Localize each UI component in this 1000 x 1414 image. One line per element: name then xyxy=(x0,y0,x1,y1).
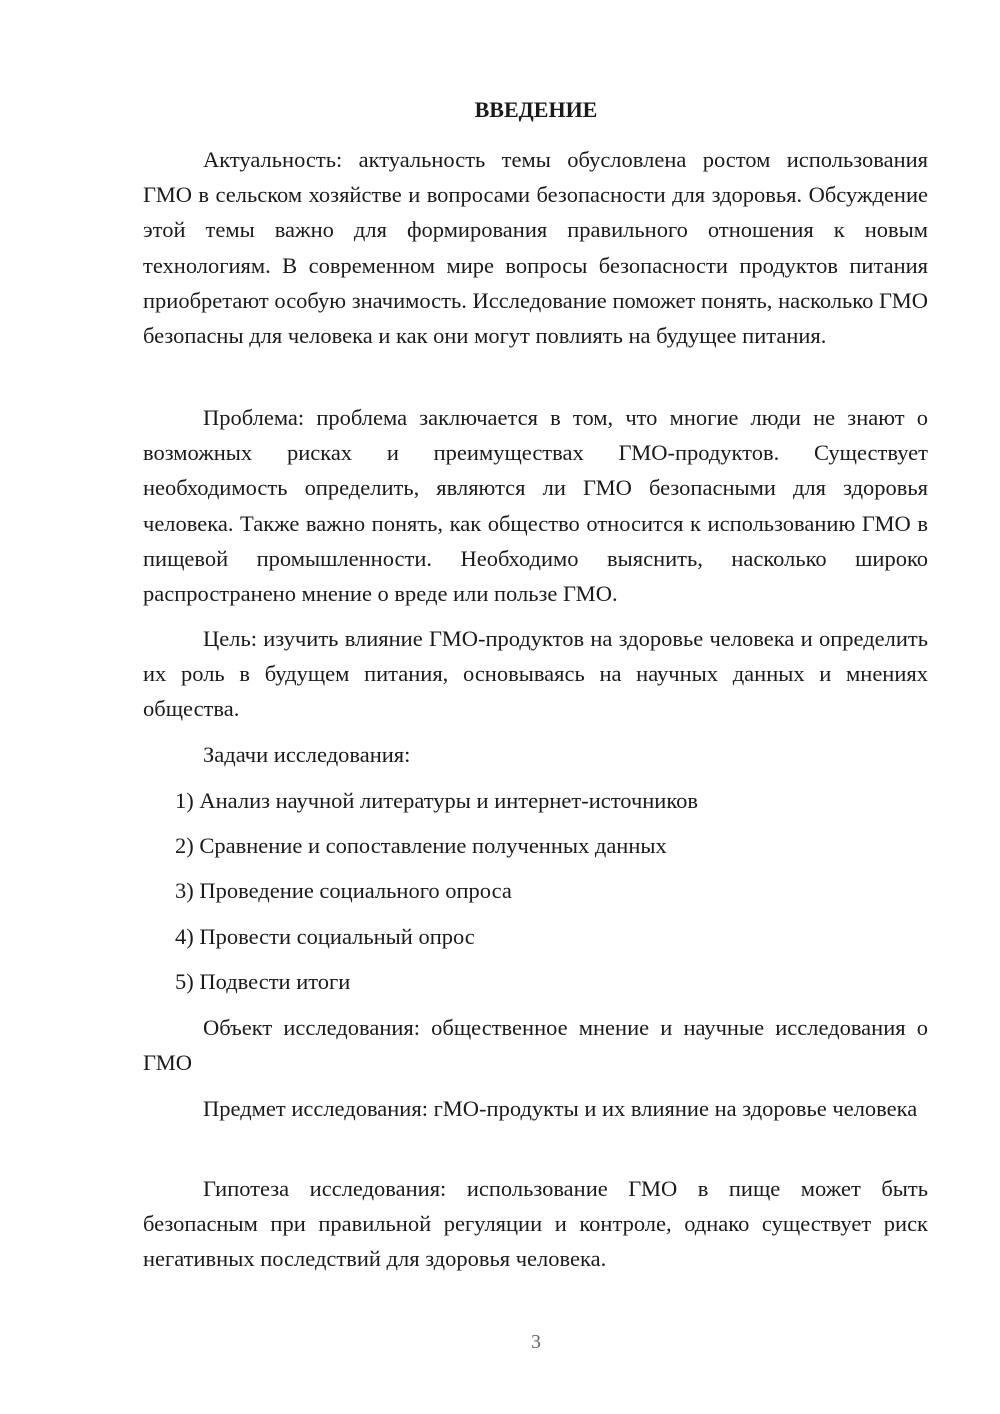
paragraph-problem: Проблема: проблема заключается в том, что многие люди не знают о возможных рисках и преимуществах ГМО-продуктов. Существует необходимость определить, являются ли ГМО безопасными для здоровья человека. Также важно понять, как общество относится к использованию ГМО в пищевой промышленности. Необходимо выяснить, насколько широко распространено мнение о вреде или пользе ГМО. xyxy=(143,405,928,607)
page-title: ВВЕДЕНИЕ xyxy=(474,97,598,122)
paragraph-relevance: Актуальность: актуальность темы обусловлена ростом использования ГМО в сельском хозяйстве и вопросами безопасности для здоровья. Обсуждение этой темы важно для формирования правильного отношения к новым технологиям. В современном мире вопросы безопасности продуктов питания приобретают особую значимость. Исследование поможет понять, насколько ГМО безопасны для человека и как они могут повлиять на будущее питания. xyxy=(143,147,928,349)
paragraph-hypothesis: Гипотеза исследования: использование ГМО в пище может быть безопасным при правильной регуляции и контроле, однако существует риск негативных последствий для здоровья человека. xyxy=(143,1176,928,1272)
paragraph-subject: Предмет исследования: гМО-продукты и их влияние на здоровье человека xyxy=(203,1096,918,1121)
page-number: 3 xyxy=(531,1331,541,1353)
task-item-5: 5) Подвести итоги xyxy=(175,969,351,994)
task-item-3: 3) Проведение социального опроса xyxy=(175,878,512,903)
paragraph-object: Объект исследования: общественное мнение и научные исследования о ГМО xyxy=(143,1015,928,1076)
paragraph-goal: Цель: изучить влияние ГМО-продуктов на здоровье человека и определить их роль в будущем питания, основываясь на научных данных и мнениях общества. xyxy=(143,626,928,722)
tasks-heading: Задачи исследования: xyxy=(203,742,411,767)
task-item-4: 4) Провести социальный опрос xyxy=(175,924,475,949)
task-item-1: 1) Анализ научной литературы и интернет-источников xyxy=(175,788,699,813)
task-item-2: 2) Сравнение и сопоставление полученных данных xyxy=(175,833,667,858)
